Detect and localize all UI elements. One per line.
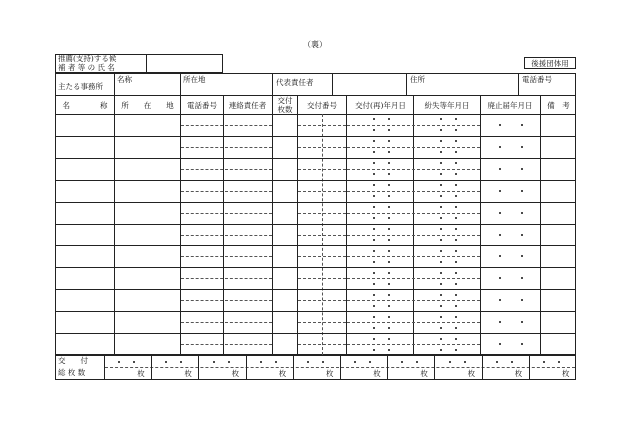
office-location-label: 所在地 <box>183 75 206 84</box>
footer-unit: 枚 <box>562 369 570 378</box>
footer-unit: 枚 <box>420 369 428 378</box>
col-header-phone: 電話番号 <box>187 101 217 110</box>
footer-dot <box>449 361 451 363</box>
office-address-label: 住所 <box>410 75 425 84</box>
footer-unit: 枚 <box>137 369 145 378</box>
footer-dot <box>464 361 466 363</box>
footer-unit: 枚 <box>184 369 192 378</box>
footer-dot <box>260 361 262 363</box>
col-header-issue-number: 交付番号 <box>307 101 337 110</box>
footer-cell-divider <box>151 355 152 380</box>
footer-cell-divider <box>246 355 247 380</box>
footer-label-bottom: 総 枚 数 <box>58 368 86 377</box>
footer-cell-divider <box>482 355 483 380</box>
footer-unit: 枚 <box>326 369 334 378</box>
org-tag: 後援団体用 <box>531 58 569 68</box>
footer-unit: 枚 <box>278 369 287 378</box>
footer-cell-divider <box>340 355 341 380</box>
footer-dot <box>213 361 215 363</box>
footer-cell-divider <box>293 355 294 380</box>
footer-dot <box>275 361 277 363</box>
page-label: （裏） <box>303 40 327 49</box>
col-header-name: 名 称 <box>62 101 108 110</box>
office-name-label: 名称 <box>117 75 132 84</box>
footer-cell-divider <box>529 355 530 380</box>
col-header-remarks: 備 考 <box>547 101 570 110</box>
footer-dot <box>543 361 545 363</box>
candidate-name-label: 推薦(支持)する候 補 者 等 の 氏 名 <box>58 54 117 72</box>
col-header-contact: 連絡責任者 <box>228 101 267 110</box>
footer-dot <box>496 361 498 363</box>
footer-unit: 枚 <box>514 369 523 378</box>
col-header-abolish-date: 廃止届年月日 <box>487 101 533 110</box>
office-label: 主たる事務所 <box>58 82 103 91</box>
footer-label-top: 交 付 <box>58 356 88 365</box>
office-phone-label: 電話番号 <box>522 75 552 84</box>
office-representative-label: 代表責任者 <box>276 78 314 87</box>
footer-dot <box>307 361 309 363</box>
footer-unit: 枚 <box>373 369 381 378</box>
col-header-lost-date: 紛失等年月日 <box>424 101 470 110</box>
footer-cell-divider <box>198 355 199 380</box>
footer-cell-divider <box>387 355 388 380</box>
col-header-address: 所 在 地 <box>121 101 174 110</box>
footer-unit: 枚 <box>467 369 476 378</box>
footer-unit: 枚 <box>231 369 240 378</box>
footer-dot <box>511 361 513 363</box>
col-header-issued-count: 交付 枚数 <box>277 96 293 114</box>
footer-cell-divider <box>434 355 435 380</box>
col-header-issue-date: 交付(再)年月日 <box>355 101 406 110</box>
footer-dot <box>228 361 230 363</box>
